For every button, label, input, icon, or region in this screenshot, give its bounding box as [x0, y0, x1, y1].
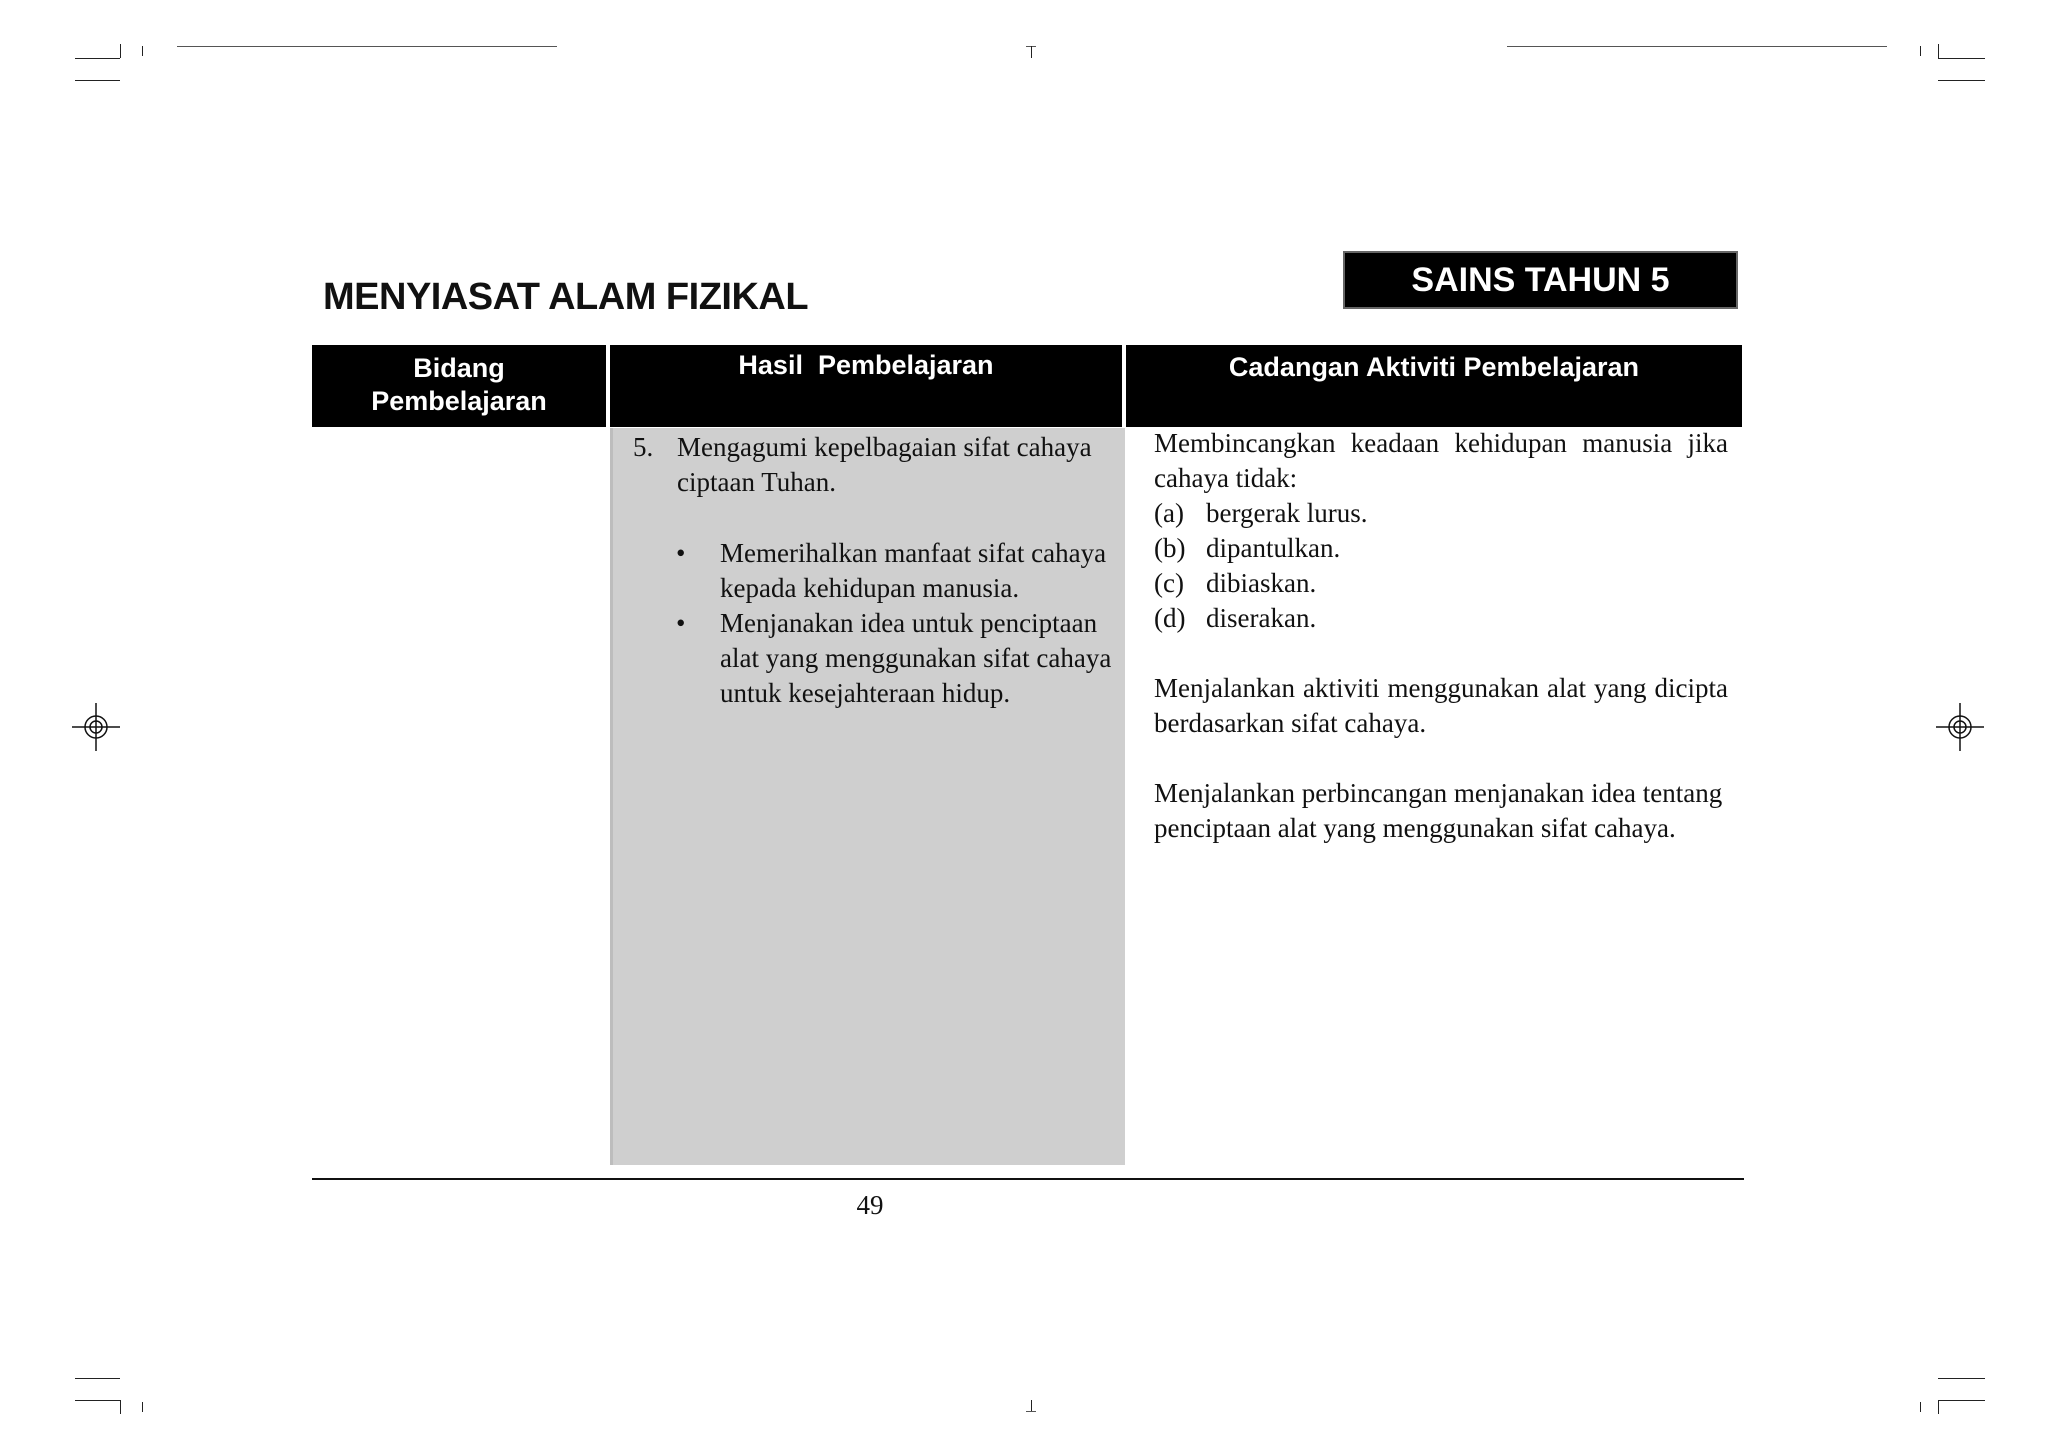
subject-badge: SAINS TAHUN 5 [1343, 251, 1738, 309]
bullet-text: Menjanakan idea untuk penciptaan alat yang menggunakan sifat cahaya untuk kesejahteraan hidup. [720, 608, 1112, 708]
activity-intro: Membincangkan keadaan kehidupan manusia jika cahaya tidak: [1154, 428, 1728, 493]
crop-mark [1938, 1378, 1985, 1379]
column-header-bidang [312, 345, 606, 427]
crop-mark [177, 46, 557, 47]
page-title: MENYIASAT ALAM FIZIKAL [323, 276, 809, 318]
crop-mark [75, 80, 120, 81]
page-number: 49 [856, 1190, 884, 1220]
activity-suggestions [1154, 426, 1728, 846]
crop-mark [120, 1400, 121, 1414]
list-item [1154, 601, 1728, 636]
item-label: (b) [1154, 533, 1186, 563]
crop-mark [1920, 46, 1921, 56]
item-label: (c) [1154, 568, 1184, 598]
item-text: bergerak lurus. [1206, 498, 1368, 528]
crop-mark [142, 46, 143, 56]
crop-mark [120, 44, 121, 58]
item-text: dipantulkan. [1206, 533, 1341, 563]
list-item [1154, 566, 1728, 601]
outcome-bullet-list [676, 536, 1116, 711]
crop-mark [1938, 44, 1939, 58]
outcome-text: Mengagumi kepelbagaian sifat cahaya ciptaan Tuhan. [677, 432, 1092, 497]
crop-mark [1938, 1400, 1939, 1414]
list-item [1154, 496, 1728, 531]
crop-mark [1938, 80, 1985, 81]
column-header-line: Pembelajaran [371, 386, 547, 416]
registration-mark-icon [1936, 703, 1984, 751]
list-item [676, 606, 1116, 711]
outcome-number: 5. [633, 432, 654, 462]
crop-mark [75, 1378, 120, 1379]
column-header-cadangan: Cadangan Aktiviti Pembelajaran [1126, 345, 1742, 427]
bullet-icon: • [676, 538, 686, 568]
crop-mark [1938, 58, 1985, 59]
crop-mark [142, 1402, 143, 1412]
crop-mark [1507, 46, 1887, 47]
activity-paragraph: Menjalankan perbincangan menjanakan idea tentang penciptaan alat yang menggunakan sifat cahaya. [1154, 778, 1723, 843]
footer-divider [312, 1178, 1744, 1180]
bullet-icon: • [676, 608, 686, 638]
activity-paragraph: Menjalankan aktiviti menggunakan alat yang dicipta berdasarkan sifat cahaya. [1154, 673, 1728, 738]
crop-mark [75, 1400, 120, 1401]
item-text: dibiaskan. [1206, 568, 1317, 598]
item-label: (a) [1154, 498, 1184, 528]
crop-mark [1920, 1402, 1921, 1412]
list-item [676, 536, 1116, 606]
column-header-hasil: Hasil Pembelajaran [610, 345, 1122, 427]
crop-mark [1938, 1400, 1985, 1401]
crop-mark [1031, 46, 1032, 58]
item-text: diserakan. [1206, 603, 1317, 633]
registration-mark-icon [72, 703, 120, 751]
column-header-line: Bidang [413, 353, 505, 383]
bullet-text: Memerihalkan manfaat sifat cahaya kepada kehidupan manusia. [720, 538, 1107, 603]
list-item [1154, 531, 1728, 566]
crop-mark [1026, 1411, 1036, 1412]
crop-mark [75, 58, 120, 59]
item-label: (d) [1154, 603, 1186, 633]
